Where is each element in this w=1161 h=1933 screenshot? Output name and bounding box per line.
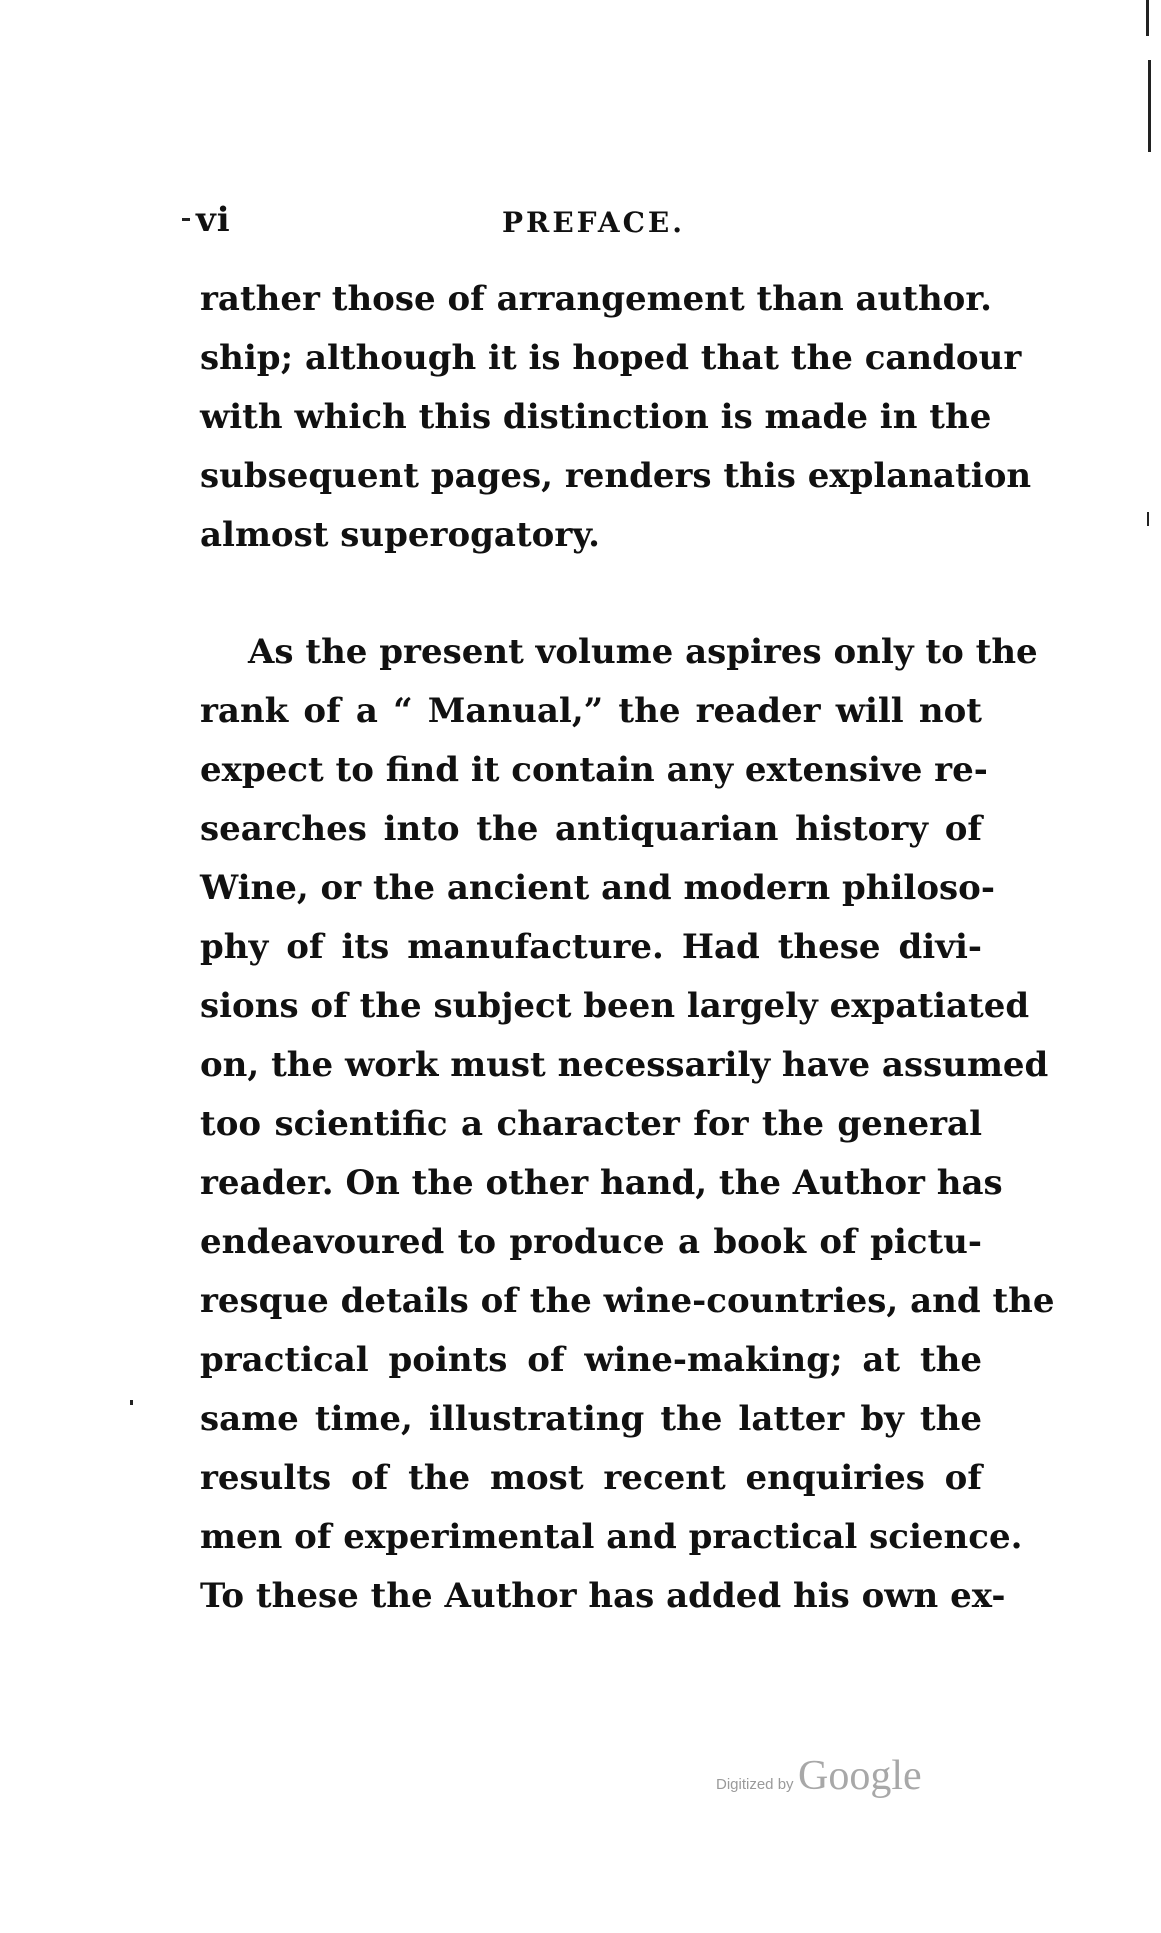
- text-line: results of the most recent enquiries of: [200, 1458, 982, 1498]
- text-line: almost superogatory.: [200, 515, 600, 555]
- page-body: [200, 270, 1055, 1626]
- text-line: too scientific a character for the general: [200, 1104, 982, 1144]
- scan-edge-mark: [1146, 0, 1149, 36]
- text-line: To these the Author has added his own ex-: [200, 1576, 1006, 1616]
- text-line: resque details of the wine-countries, and the: [200, 1281, 1055, 1321]
- paragraph: [200, 270, 1032, 565]
- page-number: vi: [196, 200, 231, 240]
- scan-edge-mark: [1147, 512, 1149, 526]
- digitized-watermark: [716, 1752, 922, 1800]
- text-line: with which this distinction is made in the: [200, 397, 992, 437]
- paragraph: [200, 623, 1055, 1626]
- text-line: subsequent pages, renders this explanation: [200, 456, 1032, 496]
- watermark-brand: Google: [798, 1753, 922, 1799]
- text-line: rather those of arrangement than author.: [200, 279, 992, 319]
- text-line: As the present volume aspires only to the: [248, 632, 1038, 672]
- running-head: PREFACE.: [502, 206, 686, 239]
- text-line: searches into the antiquarian history of: [200, 809, 982, 849]
- text-line: rank of a “ Manual,” the reader will not: [200, 691, 982, 731]
- scan-speck: [182, 218, 190, 221]
- text-line: reader. On the other hand, the Author has: [200, 1163, 1003, 1203]
- text-line: practical points of wine-making; at the: [200, 1340, 982, 1380]
- text-line: expect to find it contain any extensive re-: [200, 750, 988, 790]
- text-line: on, the work must necessarily have assumed: [200, 1045, 1049, 1085]
- text-line: men of experimental and practical science.: [200, 1517, 1023, 1557]
- watermark-prefix: Digitized by: [716, 1776, 794, 1793]
- text-line: endeavoured to produce a book of pictu-: [200, 1222, 982, 1262]
- text-line: sions of the subject been largely expatiated: [200, 986, 1030, 1026]
- text-line: ship; although it is hoped that the candour: [200, 338, 1022, 378]
- paragraph-gap: [200, 565, 982, 623]
- scan-edge-mark: [1148, 60, 1151, 152]
- text-line: Wine, or the ancient and modern philoso-: [200, 868, 995, 908]
- scan-speck: [130, 1400, 133, 1405]
- text-line: same time, illustrating the latter by the: [200, 1399, 982, 1439]
- text-line: phy of its manufacture. Had these divi-: [200, 927, 982, 967]
